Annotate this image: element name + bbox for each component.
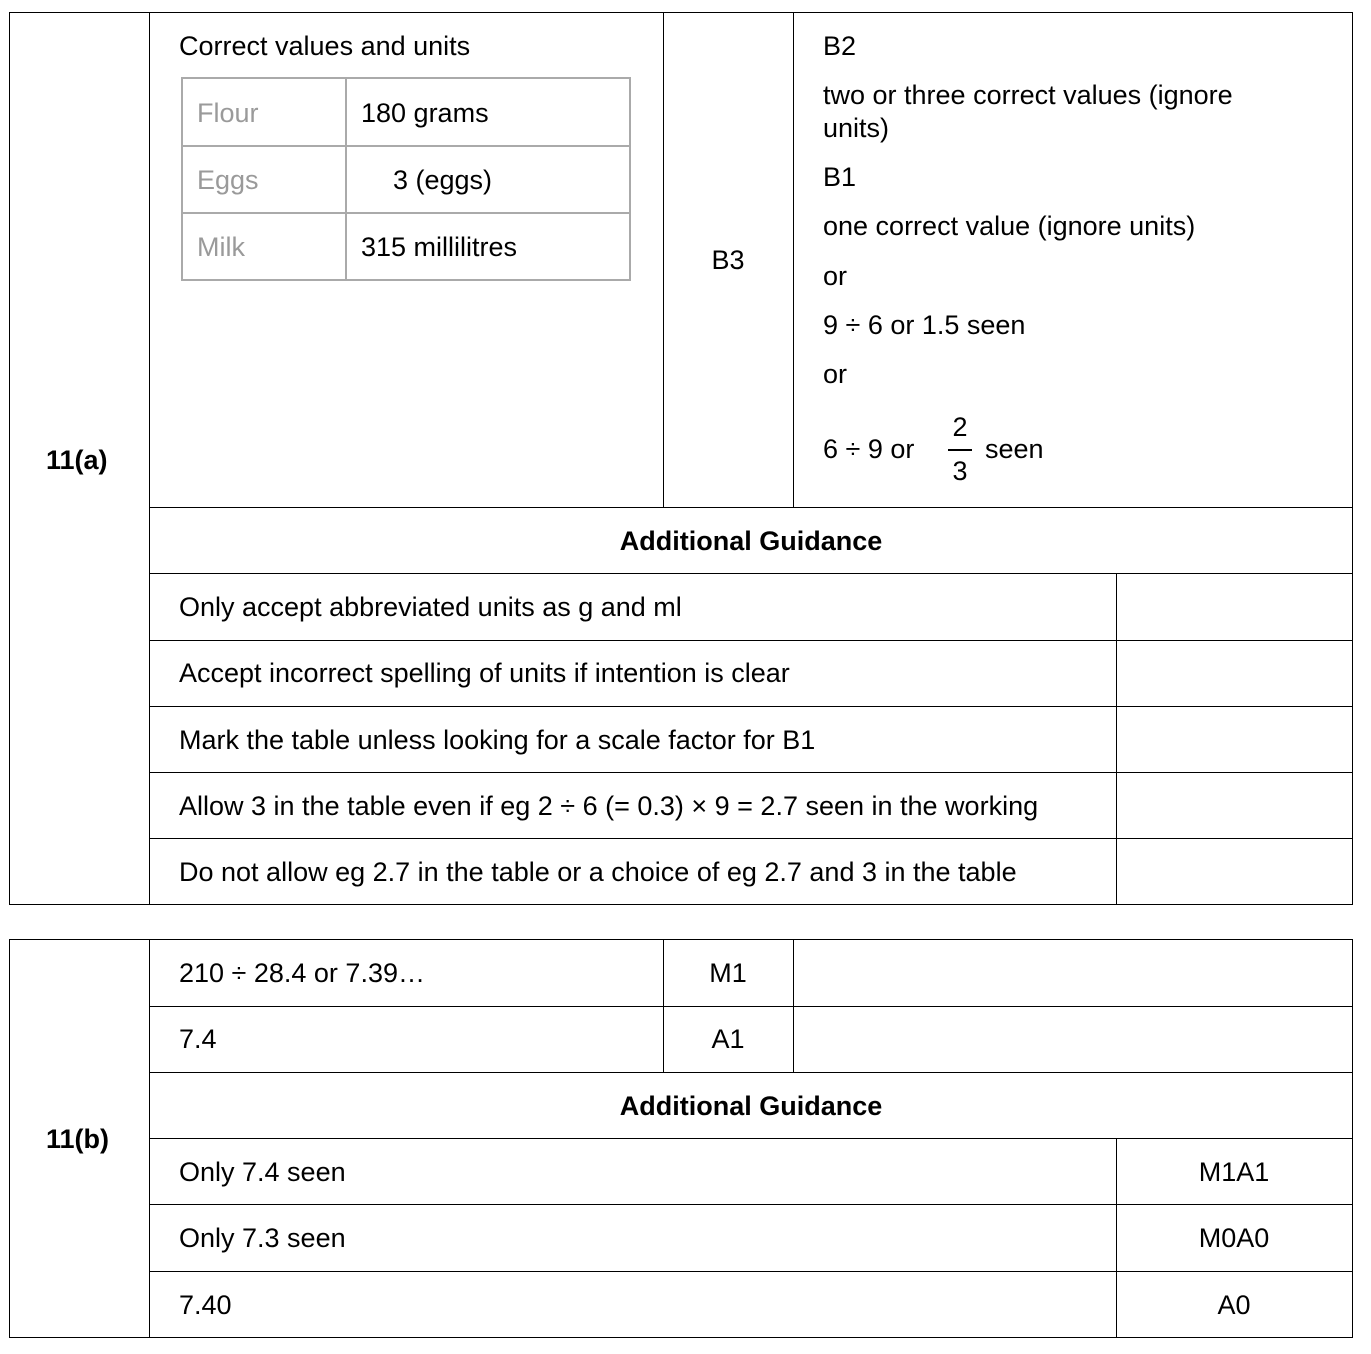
b2-label: B2 xyxy=(823,31,857,61)
mark-cell: M1 xyxy=(709,958,747,988)
guidance-title: Additional Guidance xyxy=(619,526,883,556)
guidance-mark: M0A0 xyxy=(1198,1223,1270,1253)
guidance-row: Allow 3 in the table even if eg 2 ÷ 6 (= 0.3) × 9 = 2.7 seen in the working xyxy=(179,791,1039,821)
answer-cell: 7.4 xyxy=(179,1024,217,1054)
guidance-title: Additional Guidance xyxy=(619,1091,883,1121)
mark-cell: A1 xyxy=(711,1024,745,1054)
b2-text: units) xyxy=(823,113,890,143)
question-number: 11(a) xyxy=(46,445,108,475)
guidance-mark: A0 xyxy=(1217,1290,1251,1320)
fraction-numerator: 2 xyxy=(952,412,968,442)
ingredient-name: Flour xyxy=(197,98,259,128)
guidance-row: 7.40 xyxy=(179,1290,232,1320)
ingredient-name: Eggs xyxy=(197,165,259,195)
answer-cell: 210 ÷ 28.4 or 7.39… xyxy=(179,958,425,988)
or-text: or xyxy=(823,261,848,291)
guidance-row: Only accept abbreviated units as g and ml xyxy=(179,592,682,622)
alt-criterion: 6 ÷ 9 or xyxy=(823,434,915,464)
or-text: or xyxy=(823,359,848,389)
question-number: 11(b) xyxy=(46,1124,110,1154)
guidance-mark: M1A1 xyxy=(1198,1157,1270,1187)
ingredient-name: Milk xyxy=(197,232,245,262)
guidance-row: Only 7.4 seen xyxy=(179,1157,346,1187)
fraction-denominator: 3 xyxy=(952,456,968,486)
fraction-bar xyxy=(948,449,972,451)
b2-text: two or three correct values (ignore xyxy=(823,80,1233,110)
ingredient-value: 315 millilitres xyxy=(361,232,518,262)
answer-heading: Correct values and units xyxy=(179,31,471,61)
ingredient-value: 180 grams xyxy=(361,98,489,128)
guidance-row: Only 7.3 seen xyxy=(179,1223,346,1253)
guidance-row: Do not allow eg 2.7 in the table or a choice of eg 2.7 and 3 in the table xyxy=(179,857,1017,887)
guidance-row: Mark the table unless looking for a scale factor for B1 xyxy=(179,725,816,755)
alt-criterion: 9 ÷ 6 or 1.5 seen xyxy=(823,310,1026,340)
guidance-row: Accept incorrect spelling of units if intention is clear xyxy=(179,658,790,688)
mark-label: B3 xyxy=(711,245,745,275)
b1-text: one correct value (ignore units) xyxy=(823,211,1196,241)
ingredient-value: 3 (eggs) xyxy=(393,165,493,195)
alt-criterion-suffix: seen xyxy=(985,434,1044,464)
b1-label: B1 xyxy=(823,162,857,192)
